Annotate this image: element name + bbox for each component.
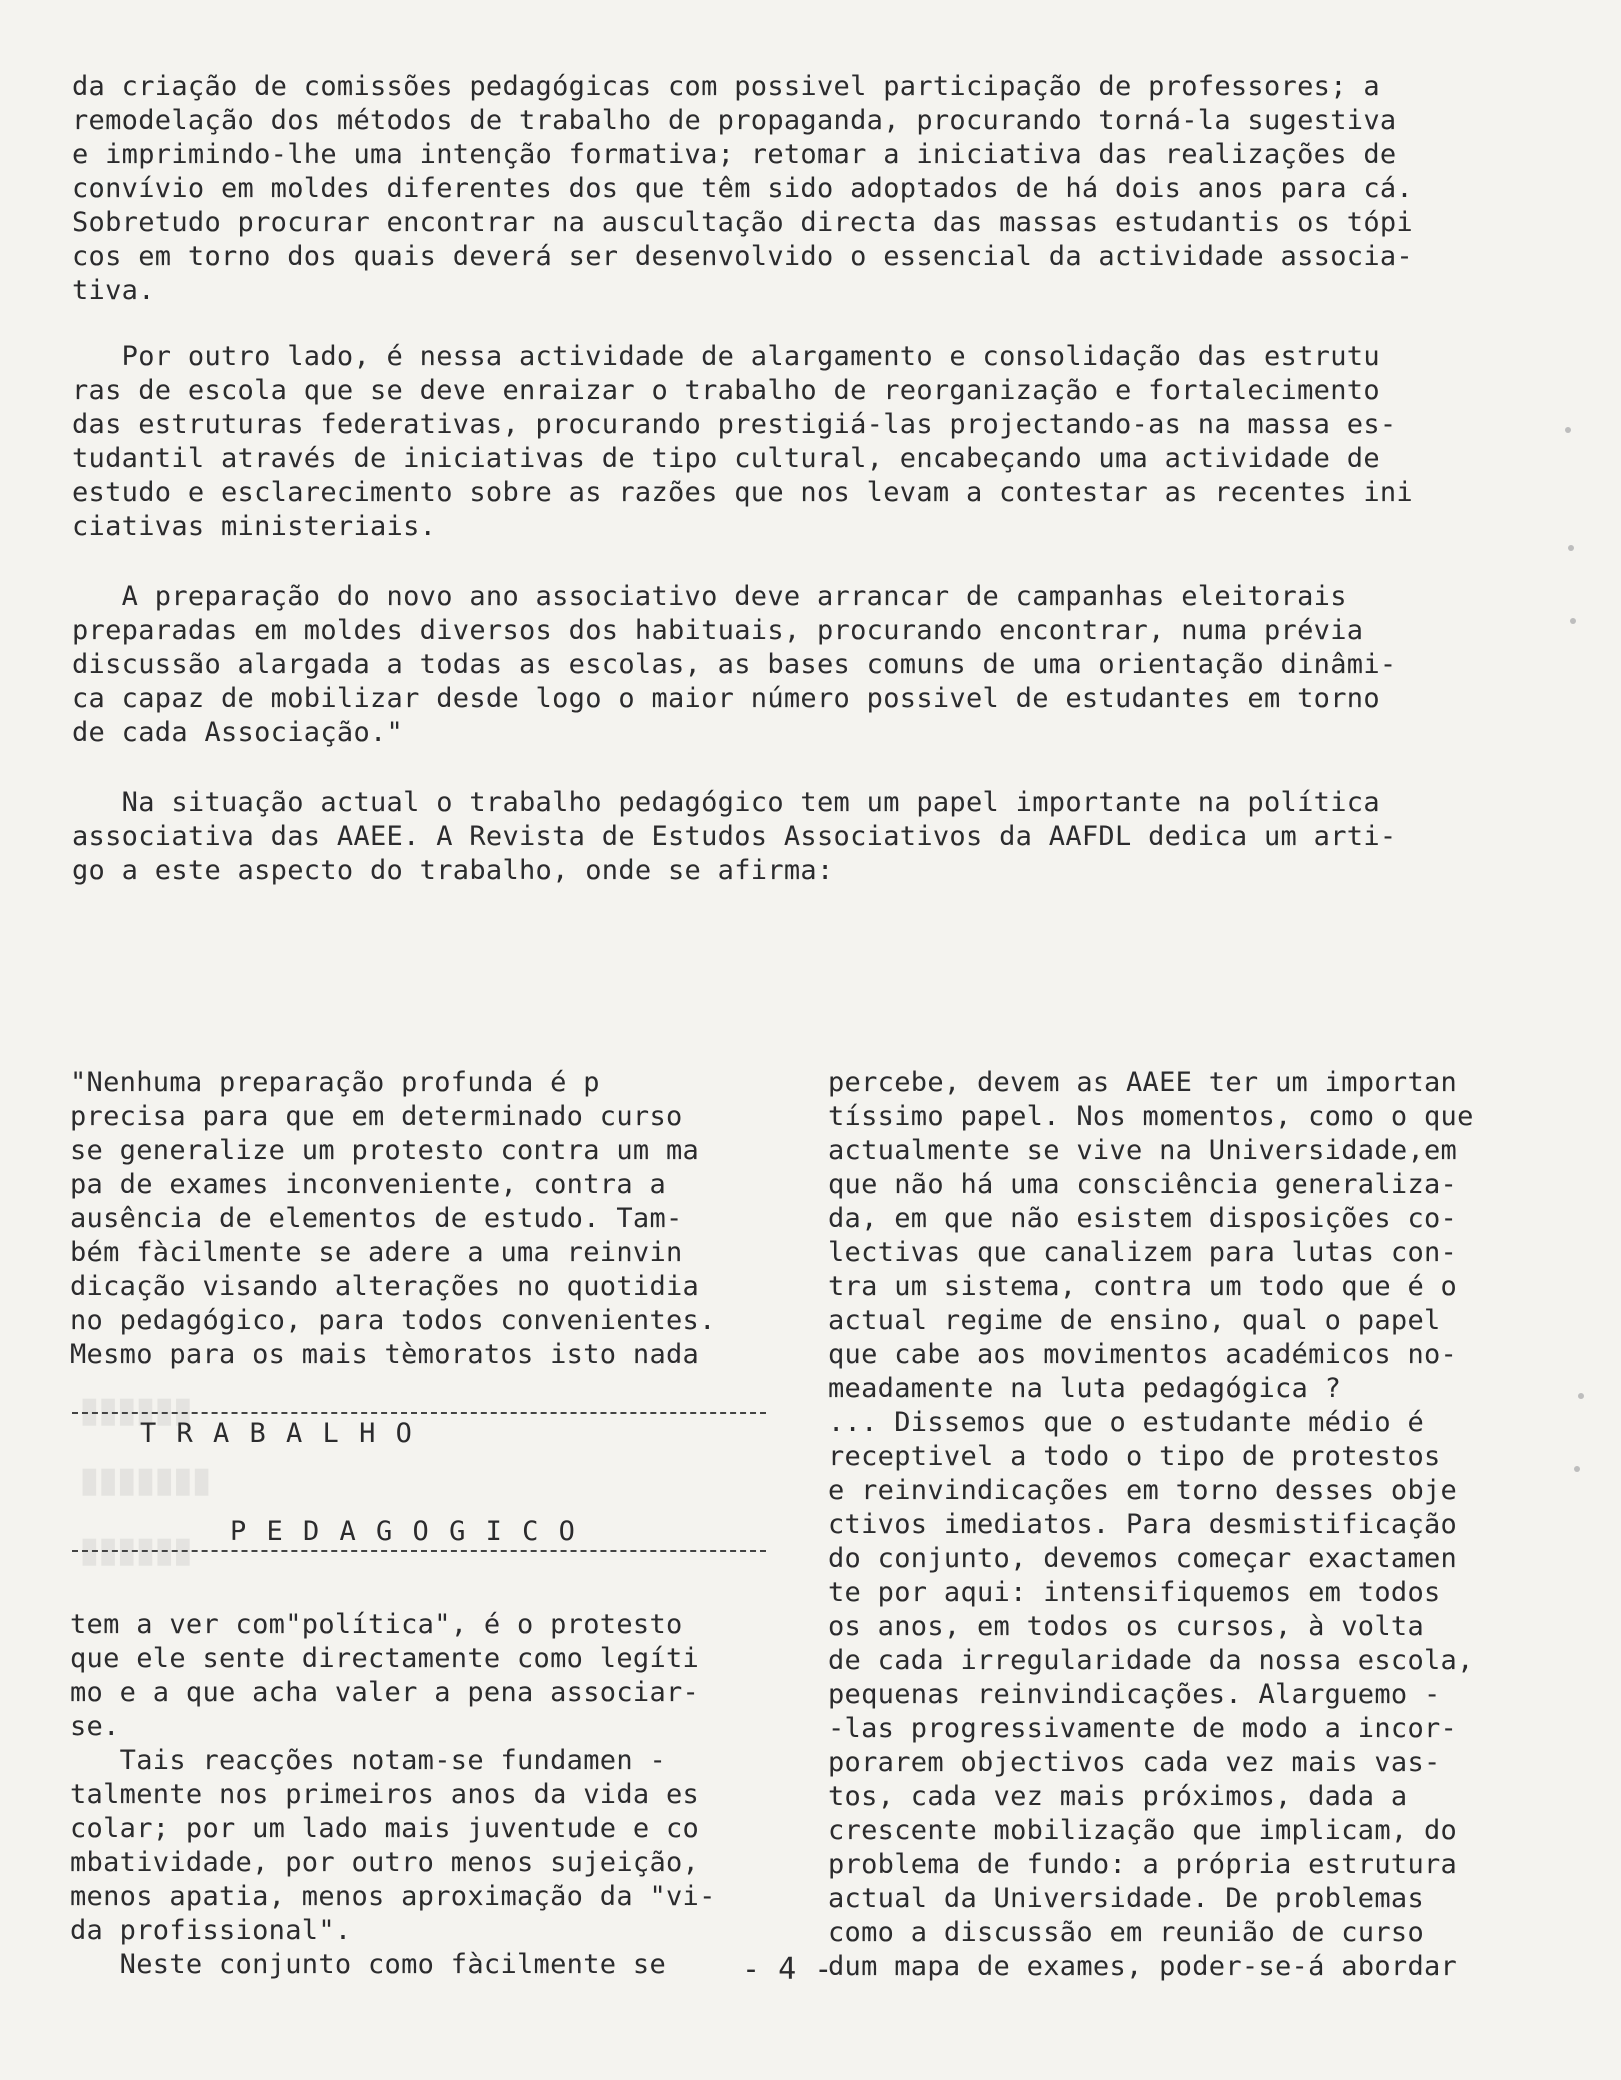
page-number: - 4 - [742, 1952, 833, 1987]
text-line: tudantil através de iniciativas de tipo cultural, encabeçando uma actividade de [72, 443, 1380, 474]
text-line: da, em que não esistem disposições co- [828, 1203, 1458, 1234]
text-line: Neste conjunto como fàcilmente se [70, 1949, 666, 1980]
bleed-through-mark: ▮▮▮▮▮▮ [80, 1391, 193, 1429]
heading-rule-top [72, 1412, 766, 1414]
text-line: mbatividade, por outro menos sujeição, [70, 1847, 700, 1878]
text-line: te por aqui: intensifiquemos em todos [828, 1577, 1441, 1608]
text-line: da profissional". [70, 1915, 352, 1946]
text-line: talmente nos primeiros anos da vida es [70, 1779, 700, 1810]
text-line: -las progressivamente de modo a incor- [828, 1713, 1458, 1744]
text-line: e imprimindo-lhe uma intenção formativa; retomar a iniciativa das realizações de [72, 139, 1397, 170]
text-line: problema de fundo: a própria estrutura [828, 1849, 1458, 1880]
text-line: tos, cada vez mais próximos, dada a [828, 1781, 1408, 1812]
text-line: Na situação actual o trabalho pedagógico tem um papel importante na política [72, 787, 1380, 818]
text-line: meadamente na luta pedagógica ? [828, 1373, 1342, 1404]
text-line: discussão alargada a todas as escolas, as bases comuns de uma orientação dinâmi- [72, 649, 1397, 680]
text-line: se. [70, 1711, 120, 1742]
text-line: da criação de comissões pedagógicas com possivel participação de professores; a [72, 71, 1380, 102]
text-line: convívio em moldes diferentes dos que têm sido adoptados de há dois anos para cá. [72, 173, 1413, 204]
text-line: percebe, devem as AAEE ter um importan [828, 1067, 1458, 1098]
text-line: go a este aspecto do trabalho, onde se afirma: [72, 855, 834, 886]
paper-speck [1570, 618, 1576, 624]
text-line: porarem objectivos cada vez mais vas- [828, 1747, 1441, 1778]
text-line: tra um sistema, contra um todo que é o [828, 1271, 1458, 1302]
text-line: cos em torno dos quais deverá ser desenvolvido o essencial da actividade associa- [72, 241, 1413, 272]
text-line: menos apatia, menos aproximação da "vi- [70, 1881, 716, 1912]
paper-speck [1578, 1393, 1584, 1399]
text-line: que ele sente directamente como legíti [70, 1643, 700, 1674]
text-line: como a discussão em reunião de curso [828, 1917, 1424, 1948]
paper-speck [1574, 1466, 1580, 1472]
text-line: pa de exames inconveniente, contra a [70, 1169, 666, 1200]
text-line: mo e a que acha valer a pena associar- [70, 1677, 700, 1708]
bleed-through-mark: ▮▮▮▮▮▮ [80, 1531, 193, 1569]
text-line: remodelação dos métodos de trabalho de propaganda, procurando torná-la sugestiva [72, 105, 1397, 136]
text-line: que cabe aos movimentos académicos no- [828, 1339, 1458, 1370]
text-line: Tais reacções notam-se fundamen - [70, 1745, 666, 1776]
text-line: Por outro lado, é nessa actividade de alargamento e consolidação das estrutu [72, 341, 1380, 372]
text-line: do conjunto, devemos começar exactamen [828, 1543, 1458, 1574]
text-line: ctivos imediatos. Para desmistificação [828, 1509, 1458, 1540]
text-line: os anos, em todos os cursos, à volta [828, 1611, 1424, 1642]
text-line: no pedagógico, para todos convenientes. [70, 1305, 716, 1336]
heading-rule-bottom [72, 1550, 766, 1552]
paper-speck [1568, 545, 1574, 551]
text-line: tíssimo papel. Nos momentos, como o que [828, 1101, 1474, 1132]
text-line: A preparação do novo ano associativo deve arrancar de campanhas eleitorais [72, 581, 1347, 612]
text-line: crescente mobilização que implicam, do [828, 1815, 1458, 1846]
heading-line-trabalho: T R A B A L H O [140, 1418, 414, 1449]
text-line: actual regime de ensino, qual o papel [828, 1305, 1441, 1336]
text-line: se generalize um protesto contra um ma [70, 1135, 700, 1166]
text-line: ciativas ministeriais. [72, 511, 437, 542]
paper-speck [1565, 427, 1571, 433]
heading-line-pedagogico: P E D A G O G I C O [230, 1516, 577, 1547]
text-line: ... Dissemos que o estudante médio é [828, 1407, 1424, 1438]
text-line: que não há uma consciência generaliza- [828, 1169, 1458, 1200]
text-line: de cada Associação." [72, 717, 404, 748]
text-line: precisa para que em determinado curso [70, 1101, 683, 1132]
text-line: lectivas que canalizem para lutas con- [828, 1237, 1458, 1268]
text-line: dum mapa de exames, poder-se-á abordar [828, 1951, 1458, 1982]
text-line: tem a ver com"política", é o protesto [70, 1609, 683, 1640]
text-line: de cada irregularidade da nossa escola, [828, 1645, 1474, 1676]
text-line: actual da Universidade. De problemas [828, 1883, 1424, 1914]
text-line: receptivel a todo o tipo de protestos [828, 1441, 1441, 1472]
text-line: das estruturas federativas, procurando prestigiá-las projectando-as na massa es- [72, 409, 1397, 440]
text-line: preparadas em moldes diversos dos habituais, procurando encontrar, numa prévia [72, 615, 1364, 646]
text-line: "Nenhuma preparação profunda é p [70, 1067, 600, 1098]
text-line: estudo e esclarecimento sobre as razões que nos levam a contestar as recentes ini [72, 477, 1413, 508]
text-line: bém fàcilmente se adere a uma reinvin [70, 1237, 683, 1268]
text-line: colar; por um lado mais juventude e co [70, 1813, 700, 1844]
text-line: ras de escola que se deve enraizar o trabalho de reorganização e fortalecimento [72, 375, 1380, 406]
text-line: actualmente se vive na Universidade,em [828, 1135, 1458, 1166]
text-line: ca capaz de mobilizar desde logo o maior número possivel de estudantes em torno [72, 683, 1380, 714]
text-line: ausência de elementos de estudo. Tam- [70, 1203, 683, 1234]
text-line: dicação visando alterações no quotidia [70, 1271, 700, 1302]
text-line: associativa das AAEE. A Revista de Estudos Associativos da AAFDL dedica um arti- [72, 821, 1397, 852]
text-line: e reinvindicações em torno desses obje [828, 1475, 1458, 1506]
text-line: pequenas reinvindicações. Alarguemo - [828, 1679, 1441, 1710]
text-line: Mesmo para os mais tèmoratos isto nada [70, 1339, 700, 1370]
text-line: tiva. [72, 275, 155, 306]
bleed-through-mark: ▮▮▮▮▮▮▮ [80, 1461, 211, 1499]
text-line: Sobretudo procurar encontrar na auscultação directa das massas estudantis os tópi [72, 207, 1413, 238]
